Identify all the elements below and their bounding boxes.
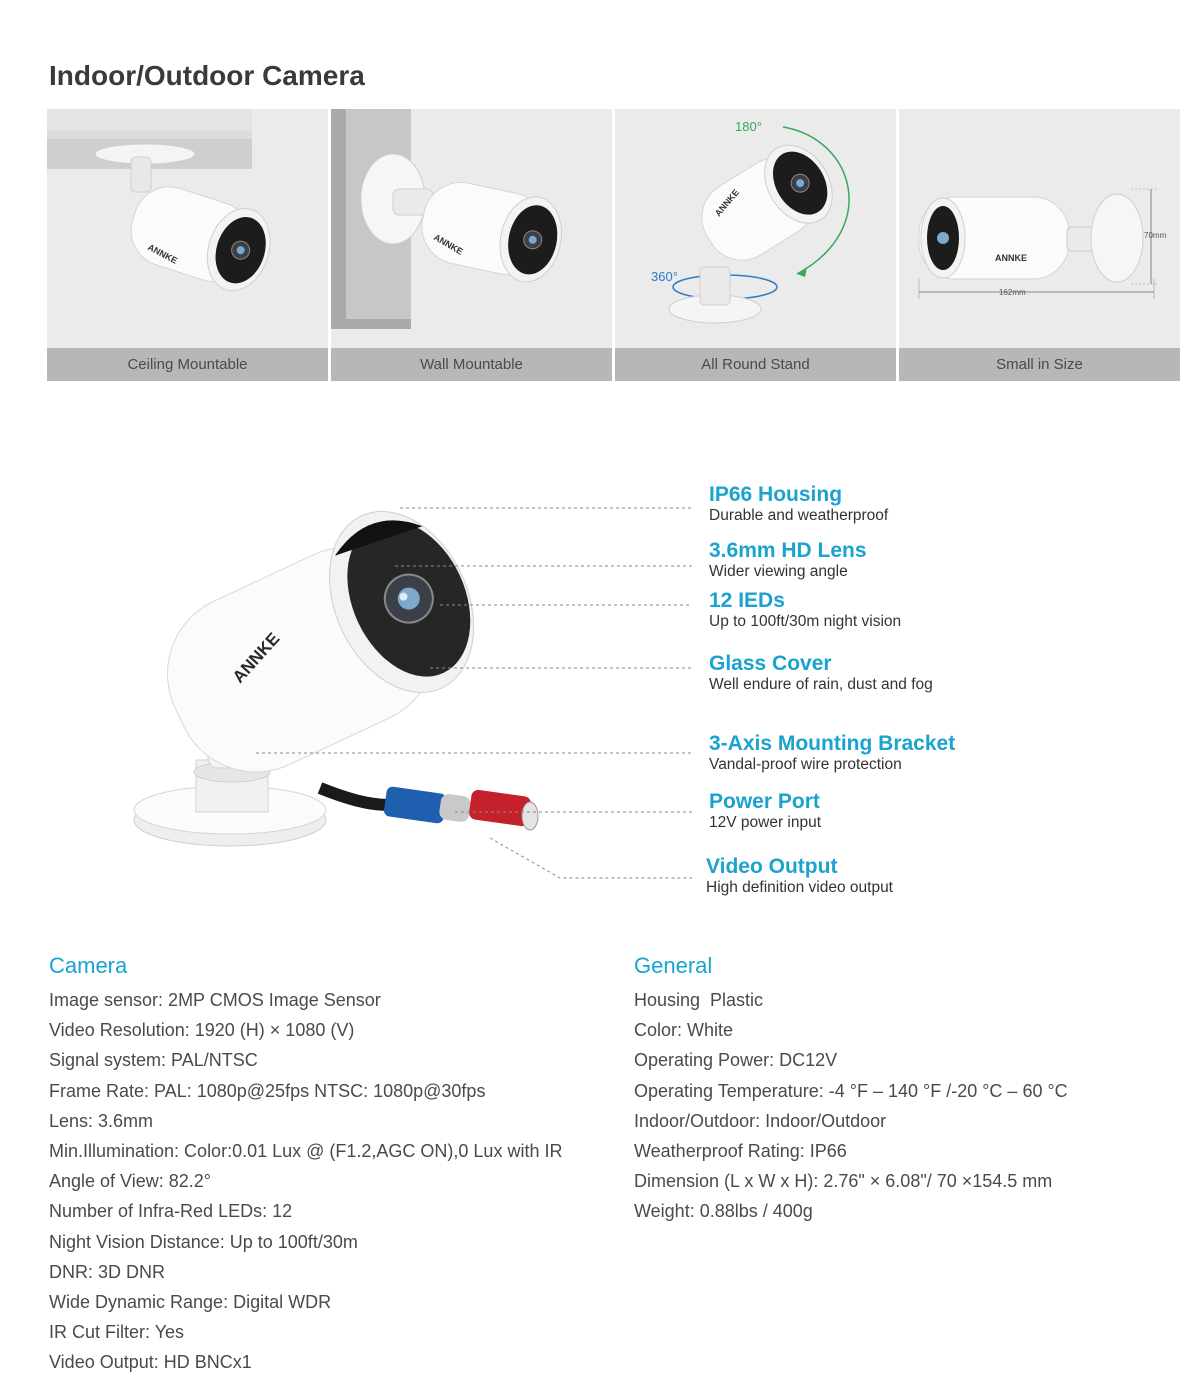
spec-row: Operating Temperature: -4 °F – 140 °F /-20 °C – 60 °C [634, 1080, 1068, 1101]
general-specs [634, 953, 1068, 1227]
spec-row: Number of Infra-Red LEDs: 12 [49, 1201, 293, 1222]
tile-caption: All Round Stand [615, 348, 896, 381]
brand-logo: ANNKE [712, 187, 742, 219]
brand-logo: ANNKE [146, 241, 180, 266]
spec-row: Image sensor: 2MP CMOS Image Sensor [49, 990, 381, 1010]
tile-caption: Wall Mountable [331, 348, 612, 381]
camera-specs [49, 953, 562, 1378]
height-dimension: 70mm [1144, 231, 1167, 240]
feature-diagram [0, 460, 1200, 910]
feature-description: Wider viewing angle [709, 563, 848, 580]
length-dimension: 162mm [999, 288, 1026, 297]
tile-caption: Ceiling Mountable [47, 348, 328, 381]
wall-camera-image [331, 109, 612, 348]
feature-video-output [706, 856, 893, 898]
spec-row: Dimension (L x W x H): 2.76" × 6.08"/ 70 ×154.5 mm [634, 1171, 1053, 1192]
spec-row: Indoor/Outdoor: Indoor/Outdoor [634, 1110, 887, 1131]
spec-row: Operating Power: DC12V [634, 1050, 838, 1071]
feature-title: 3.6mm HD Lens [709, 539, 867, 562]
feature-glass-cover [709, 653, 933, 695]
spec-row: Wide Dynamic Range: Digital WDR [49, 1292, 332, 1313]
camera-specs-heading: Camera [49, 953, 128, 978]
spec-row: Housing Plastic [634, 990, 764, 1010]
mounting-options-gallery [47, 109, 1180, 381]
spec-row: Lens: 3.6mm [49, 1110, 154, 1131]
feature-description: Vandal-proof wire protection [709, 756, 902, 773]
brand-logo: ANNKE [995, 253, 1028, 263]
spec-row: Video Output: HD BNCx1 [49, 1352, 252, 1373]
feature-title: IP66 Housing [709, 483, 843, 506]
spec-row: Color: White [634, 1020, 734, 1041]
tile-all-round-stand [615, 109, 896, 381]
feature-power-port [709, 791, 821, 833]
dimension-camera-image [899, 109, 1180, 348]
feature-hd-lens [709, 540, 867, 582]
spec-row: Signal system: PAL/NTSC [49, 1050, 258, 1071]
spec-row: Night Vision Distance: Up to 100ft/30m [49, 1231, 358, 1252]
brand-logo: ANNKE [432, 232, 465, 257]
spec-row: Frame Rate: PAL: 1080p@25fps NTSC: 1080p@30fps [49, 1080, 486, 1101]
feature-title: 12 IEDs [709, 589, 785, 612]
general-specs-heading: General [634, 953, 713, 978]
feature-mounting-bracket [709, 733, 955, 775]
spec-row: Angle of View: 82.2° [49, 1171, 211, 1192]
spec-row: Weight: 0.88lbs / 400g [634, 1201, 813, 1222]
spec-row: DNR: 3D DNR [49, 1261, 166, 1282]
feature-description: Up to 100ft/30m night vision [709, 613, 902, 630]
tile-small-in-size [899, 109, 1180, 381]
feature-description: 12V power input [709, 814, 822, 831]
feature-description: Durable and weatherproof [709, 507, 889, 524]
rotating-camera-image [615, 109, 896, 348]
feature-ip66-housing [709, 484, 888, 526]
spec-row: IR Cut Filter: Yes [49, 1322, 185, 1343]
spec-row: Weatherproof Rating: IP66 [634, 1141, 847, 1162]
page-title: Indoor/Outdoor Camera [49, 60, 365, 91]
feature-title: 3-Axis Mounting Bracket [709, 732, 956, 755]
spec-row: Min.Illumination: Color:0.01 Lux @ (F1.2,AGC ON),0 Lux with IR [49, 1141, 563, 1162]
rotation-360-label: 360° [651, 269, 678, 284]
brand-logo: ANNKE [228, 629, 284, 687]
tile-wall-mountable [331, 109, 612, 381]
rotation-180-label: 180° [735, 119, 762, 134]
feature-title: Video Output [706, 855, 838, 878]
ceiling-camera-image [47, 109, 328, 348]
tile-ceiling-mountable [47, 109, 328, 381]
feature-ir-leds [709, 590, 901, 632]
feature-title: Glass Cover [709, 652, 832, 675]
spec-row: Video Resolution: 1920 (H) × 1080 (V) [49, 1020, 355, 1041]
camera-illustration [0, 460, 700, 910]
tile-caption: Small in Size [899, 348, 1180, 381]
feature-description: High definition video output [706, 879, 893, 896]
feature-title: Power Port [709, 790, 820, 813]
feature-description: Well endure of rain, dust and fog [709, 676, 933, 693]
